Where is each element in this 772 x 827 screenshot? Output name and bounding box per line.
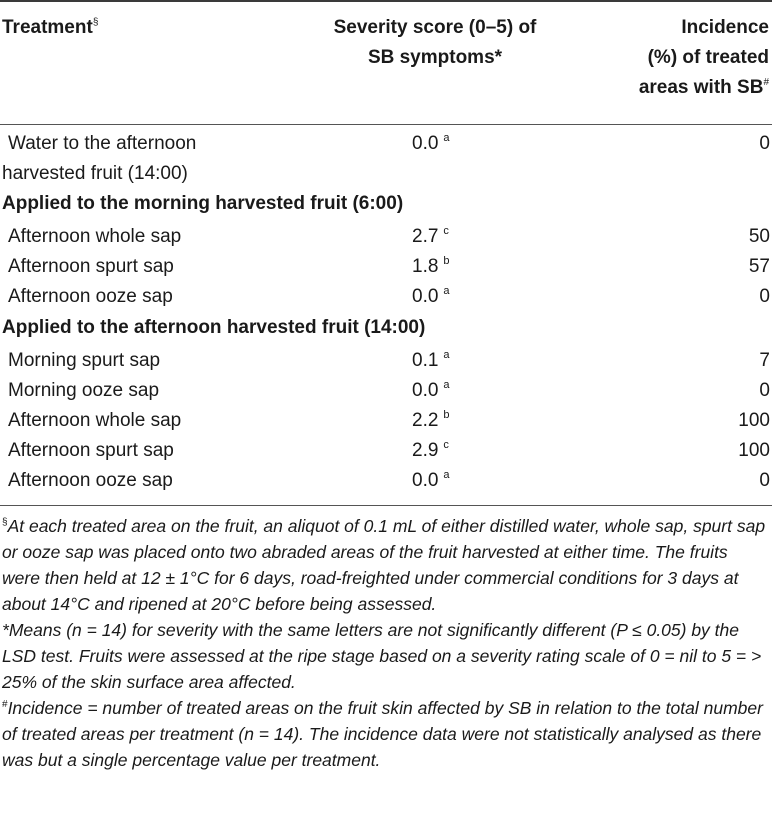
row-label: harvested fruit (14:00) (2, 163, 188, 184)
row-label: Afternoon whole sap (8, 410, 182, 431)
row-score: 0.0 $^a$ (412, 469, 450, 491)
footnote-asterisk: *Means (n = 14) for severity with the same letters are not significantly different (P ≤ 0.05) by the LSD test. Fruits were assessed at the ripe stage based on a severity rating scale of 0 = nil to 5 = > 25% of the skin surface area affected. (2, 620, 762, 692)
row-score: 2.7 $^c$ (412, 225, 449, 247)
row-score: 2.9 $^c$ (412, 439, 449, 461)
table-row (0, 129, 772, 159)
row-label: Morning spurt sap (8, 350, 161, 371)
row-score: 0.0 $^a$ (412, 285, 450, 307)
row-score: 0.0 $^a$ (412, 132, 450, 154)
row-incidence: 50 (748, 226, 770, 247)
table-row (0, 282, 772, 312)
header-treatment: Treatment§ (2, 17, 99, 38)
row-incidence: 100 (738, 410, 770, 431)
table-row (0, 466, 772, 496)
row-incidence: 0 (759, 286, 770, 307)
group-heading: Applied to the afternoon harvested fruit (14:00) (2, 317, 426, 338)
row-incidence: 0 (759, 380, 770, 401)
row-incidence: 0 (759, 133, 770, 154)
top-rule (0, 0, 772, 2)
footnote-section: §At each treated area on the fruit, an aliquot of 0.1 mL of either distilled water, whole sap, spurt sap or ooze sap was placed onto two abraded areas of the fruit harvested at either time. The fruits were then held at 12 ± 1°C for 6 days, road-freighted under commercial conditions for 3 days at about 14°C and ripened at 20°C before being assessed. (2, 516, 766, 614)
group-heading: Applied to the morning harvested fruit (6:00) (2, 193, 404, 214)
header-severity: Severity score (0–5) of SB symptoms* (333, 17, 537, 68)
footnotes (2, 513, 770, 773)
bottom-rule (0, 505, 772, 506)
row-label: Morning ooze sap (8, 380, 160, 401)
table-row (0, 252, 772, 282)
table-row-continuation (0, 159, 772, 189)
row-incidence: 7 (759, 350, 770, 371)
footnote-hash: #Incidence = number of treated areas on the fruit skin affected by SB in relation to the total number of treated areas per treatment (n = 14). The incidence data were not statistically analysed as there was but a single percentage value per treatment. (2, 698, 763, 770)
table-row (0, 406, 772, 436)
header-rule (0, 124, 772, 125)
row-incidence: 100 (738, 440, 770, 461)
table-row (0, 346, 772, 376)
row-score: 0.1 $^a$ (412, 349, 450, 371)
row-label: Afternoon spurt sap (8, 440, 174, 461)
row-score: 1.8 $^b$ (412, 255, 450, 277)
table-row (0, 222, 772, 252)
table-row (0, 376, 772, 406)
header-incidence: Incidence (%) of treated areas with SB# (638, 17, 769, 98)
row-label: Water to the afternoon (8, 133, 197, 154)
row-incidence: 0 (759, 470, 770, 491)
row-score: 2.2 $^b$ (412, 409, 450, 431)
row-incidence: 57 (748, 256, 770, 277)
row-label: Afternoon ooze sap (8, 286, 173, 307)
row-label: Afternoon whole sap (8, 226, 182, 247)
row-label: Afternoon ooze sap (8, 470, 173, 491)
row-score: 0.0 $^a$ (412, 379, 450, 401)
row-label: Afternoon spurt sap (8, 256, 174, 277)
table-row (0, 436, 772, 466)
